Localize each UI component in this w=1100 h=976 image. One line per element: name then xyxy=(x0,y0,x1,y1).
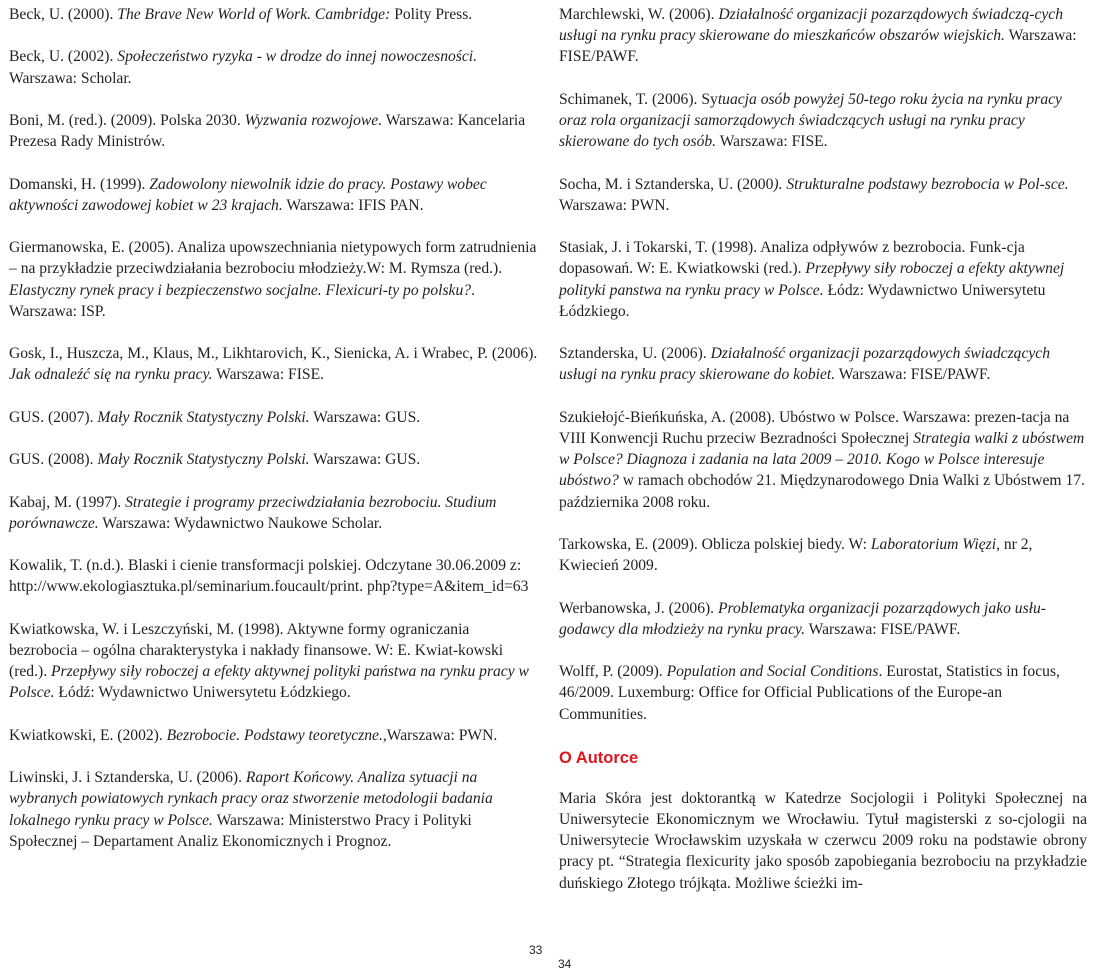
reference-title: Population and Social Conditions xyxy=(666,663,879,681)
reference-title: Bezrobocie. Podstawy teoretyczne. xyxy=(166,726,383,744)
reference-text: Beck, U. (2000). xyxy=(9,6,118,23)
reference-title: Mały Rocznik Statystyczny Polski. xyxy=(97,408,310,426)
reference-text: Gosk, I., Huszcza, M., Klaus, M., Likhtarovich, K., Sienicka, A. i Wrabec, P. (2006). xyxy=(9,345,538,363)
reference-entry xyxy=(9,174,539,216)
reference-text: Socha, M. i Sztanderska, U. (2000 xyxy=(559,175,774,193)
reference-title: Raport Końcowy. Analiza sytuacji na wybranych powiatowych rynkach pracy oraz stworzenie metodologii badania lokalnego rynku pracy w Polsce. xyxy=(9,769,493,829)
reference-text: GUS. (2008). xyxy=(9,451,98,469)
reference-text: Kwiatkowska, W. i Leszczyński, M. (1998). Aktywne formy ograniczania bezrobocia – ogólna charakterystyka i nakłady finansowe. W: E. Kwiat-kowski (red.). xyxy=(9,620,504,681)
reference-text: w ramach obchodów 21. Międzynarodowego Dnia Walki z Ubóstwem 17. października 2008 roku. xyxy=(559,472,1085,511)
reference-text: Warszawa: FISE/PAWF. xyxy=(559,27,1077,66)
reference-entry xyxy=(9,4,539,25)
reference-entry xyxy=(9,343,539,385)
reference-text: , nr 2, Kwiecień 2009. xyxy=(559,535,1033,575)
reference-entry xyxy=(9,555,539,597)
reference-text: Warszawa: Kancelaria Prezesa Rady Ministrów. xyxy=(9,111,526,151)
reference-text: . Warszawa: ISP. xyxy=(9,281,475,320)
reference-title: Mały Rocznik Statystyczny Polski. xyxy=(97,451,310,469)
reference-title: Działalność organizacji pozarządowych świadczą-cych usługi na rynku pracy skierowane do mieszkańców obszarów wiejskich. xyxy=(559,6,1064,45)
reference-text: Warszawa: Ministerstwo Pracy i Polityki Społecznej – Departament Analiz Ekonomicznych i Prognoz. xyxy=(9,811,472,850)
reference-title: Zadowolony niewolnik idzie do pracy. Postawy wobec aktywności zawodowej kobiet w 23 krajach. xyxy=(9,175,487,214)
reference-title: Elastyczny rynek pracy i bezpieczenstwo socjalne. Flexicuri-ty po polsku? xyxy=(9,281,472,299)
reference-text: GUS. (2007). xyxy=(9,408,98,426)
reference-title: tuacja osób powyżej 50-tego roku życia na rynku pracy oraz rola organizacji samorządowych świadczących usługi na rynku pracy skierowane do tych osób. xyxy=(559,90,1062,151)
reference-entry xyxy=(559,534,1087,576)
reference-title: Strategie i programy przeciwdziałania bezrobociu. Studium porównawcze. xyxy=(9,493,497,532)
reference-text: Warszawa: Wydawnictwo Naukowe Scholar. xyxy=(98,514,383,532)
reference-entry xyxy=(559,343,1087,385)
reference-text: Tarkowska, E. (2009). Oblicza polskiej biedy. W: xyxy=(559,535,871,553)
reference-entry xyxy=(9,237,539,322)
reference-title: Społeczeństwo ryzyka - w drodze do innej nowoczesności. xyxy=(117,48,478,66)
reference-text: Warszawa: FISE/PAWF. xyxy=(835,366,991,384)
reference-text: Warszawa: Scholar. xyxy=(9,69,132,87)
reference-text: . Eurostat, Statistics in focus, 46/2009. Luxemburg: Office for Official Publications of the Europe-an Communities. xyxy=(559,663,1060,723)
reference-text: Giermanowska, E. (2005). Analiza upowszechniania nietypowych form zatrudnienia – na przykładzie przeciwdziałania bezrobociu młodzieży.W: M. Rymsza (red.). xyxy=(9,239,537,278)
reference-title: Laboratorium Więzi xyxy=(870,535,997,553)
reference-text: Marchlewski, W. (2006). xyxy=(559,6,719,23)
reference-title: Problematyka organizacji pozarządowych jako usłu-godawcy dla młodzieży na rynku pracy. xyxy=(559,599,1046,638)
right-bibliography xyxy=(559,4,1087,725)
reference-text: Łódź: Wydawnictwo Uniwersytetu Łódzkiego. xyxy=(54,684,351,702)
left-bibliography xyxy=(9,4,539,852)
reference-title: Strategia walki z ubóstwem w Polsce? Diagnoza i zadania na lata 2009 – 2010. Kogo w Polsce interesuje ubóstwo? xyxy=(559,429,1085,490)
reference-text: Boni, M. (red.). (2009). Polska 2030. xyxy=(9,111,245,129)
reference-entry xyxy=(559,407,1087,513)
reference-text: Warszawa: GUS. xyxy=(309,451,421,469)
reference-entry xyxy=(9,725,539,746)
reference-text: Warszawa: FISE. xyxy=(716,133,828,151)
reference-text: Stasiak, J. i Tokarski, T. (1998). Analiza odpływów z bezrobocia. Funk-cja dopasowań. W: E. Kwiatkowski (red.). xyxy=(559,239,1025,278)
reference-text: Warszawa: FISE. xyxy=(212,366,325,384)
reference-entry xyxy=(9,619,539,704)
reference-title: ). Strukturalne podstawy bezrobocia w Pol-sce. xyxy=(773,175,1069,193)
reference-text: Schimanek, T. (2006). Sy xyxy=(559,90,718,108)
reference-entry xyxy=(559,174,1087,216)
reference-entry xyxy=(9,407,539,428)
reference-text: Werbanowska, J. (2006). xyxy=(559,599,718,617)
reference-text: Sztanderska, U. (2006). xyxy=(559,345,711,363)
reference-text: Polity Press. xyxy=(390,6,473,23)
reference-entry xyxy=(559,237,1087,322)
reference-text: Warszawa: IFIS PAN. xyxy=(282,196,424,214)
reference-text: Wolff, P. (2009). xyxy=(559,663,667,681)
reference-entry xyxy=(559,4,1087,68)
reference-entry xyxy=(559,598,1087,640)
reference-text: Domanski, H. (1999). xyxy=(9,175,150,193)
reference-entry xyxy=(9,492,539,534)
reference-entry xyxy=(9,767,539,852)
reference-text: Warszawa: FISE/PAWF. xyxy=(805,620,961,638)
reference-text: Łódz: Wydawnictwo Uniwersytetu Łódzkiego. xyxy=(559,281,1046,320)
right-column xyxy=(559,4,1087,894)
reference-text: Warszawa: GUS. xyxy=(309,408,421,426)
reference-text: Liwinski, J. i Sztanderska, U. (2006). xyxy=(9,769,246,787)
reference-text: Kabaj, M. (1997). xyxy=(9,493,126,511)
page-number-left: 33 xyxy=(529,943,543,957)
reference-text: Szukiełojć-Bieńkuńska, A. (2008). Ubóstwo w Polsce. Warszawa: prezen-tacja na VIII Konwencji Ruchu przeciw Bezradności Społecznej xyxy=(559,408,1070,447)
reference-entry xyxy=(559,661,1087,725)
reference-title: Działalność organizacji pozarządowych świadczących usługi na rynku pracy skierowane do kobiet. xyxy=(559,345,1051,384)
reference-text: Kwiatkowski, E. (2002). xyxy=(9,726,167,744)
reference-title: Przepływy siły roboczej a efekty aktywnej polityki państwa na rynku pracy w Polsce. xyxy=(9,663,529,702)
page-number-right: 34 xyxy=(558,957,572,971)
about-author-heading: O Autorce xyxy=(559,748,639,767)
reference-title: Jak odnaleźć się na rynku pracy. xyxy=(9,366,213,384)
reference-entry xyxy=(9,449,539,470)
reference-entry xyxy=(9,46,539,88)
reference-title: The Brave New World of Work. Cambridge: xyxy=(117,6,391,23)
reference-text: Warszawa: PWN. xyxy=(559,196,670,214)
reference-title: Wyzwania rozwojowe. xyxy=(244,111,383,129)
reference-title: Przepływy siły roboczej a efekty aktywnej polityki panstwa na rynku pracy w Polsce. xyxy=(559,260,1065,299)
reference-text: Kowalik, T. (n.d.). Blaski i cienie transformacji polskiej. Odczytane 30.06.2009 z: http://www.ekologiasztuka.pl/seminarium.foucault/print. php?type=A&item_id=63 xyxy=(9,557,529,596)
reference-text: ,Warszawa: PWN. xyxy=(382,726,498,744)
reference-entry xyxy=(9,110,539,152)
reference-entry xyxy=(559,89,1087,153)
author-bio: Maria Skóra jest doktorantką w Katedrze Socjologii i Polityki Społecznej na Uniwersytecie Ekonomicznym we Wrocławiu. Tytuł magisterski z so-cjologii na Uniwersytecie Wrocławskim uzyskała w czerwcu 2009 roku na podstawie obrony pracy pt. “Strategia flexicurity jako sposób zapobiegania bezrobociu na przykładzie duńskiego Złotego trójkąta. Możliwe ścieżki im- xyxy=(559,789,1087,892)
reference-text: Beck, U. (2002). xyxy=(9,48,118,66)
